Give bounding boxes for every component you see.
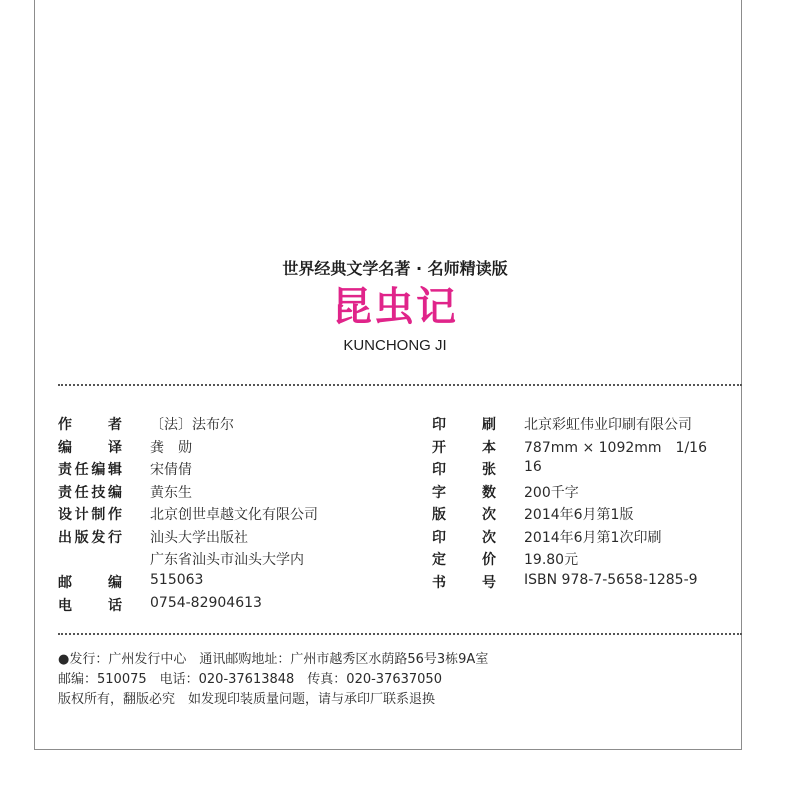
value-price: 19.80元 (524, 552, 579, 568)
value-edition: 2014年6月第1版 (524, 507, 634, 523)
value-format: 787mm × 1092mm 1/16 (524, 440, 707, 456)
value-tech-editor: 黄东生 (150, 485, 192, 501)
label-postcode: 邮 编 (58, 575, 122, 591)
footer-copyright: 版权所有，翻版必究 如发现印装质量问题，请与承印厂联系退换 (58, 692, 436, 707)
label-isbn: 书 号 (432, 575, 496, 591)
label-printer: 印 刷 (432, 417, 496, 433)
dotted-divider-top (58, 384, 742, 386)
value-sheets: 16 (524, 459, 542, 475)
page-frame (34, 0, 742, 750)
label-translator: 编 译 (58, 440, 122, 456)
label-printing: 印 次 (432, 530, 496, 546)
label-design: 设计制作 (58, 507, 122, 523)
value-editor: 宋倩倩 (150, 462, 192, 478)
value-design: 北京创世卓越文化有限公司 (150, 507, 318, 523)
label-publisher: 出版发行 (58, 530, 122, 546)
label-edition: 版 次 (432, 507, 496, 523)
value-phone: 0754-82904613 (150, 595, 262, 611)
label-sheets: 印 张 (432, 462, 496, 478)
series-title: 世界经典文学名著 · 名师精读版 (282, 259, 508, 278)
label-phone: 电 话 (58, 598, 122, 614)
value-postcode: 515063 (150, 572, 204, 588)
value-printing: 2014年6月第1次印刷 (524, 530, 662, 546)
label-format: 开 本 (432, 440, 496, 456)
label-editor: 责任编辑 (58, 462, 122, 478)
value-publisher: 汕头大学出版社 (150, 530, 248, 546)
footer-contact: 邮编：510075 电话：020-37613848 传真：020-37637050 (58, 672, 442, 687)
value-translator: 龚 勋 (150, 440, 192, 456)
book-title: 昆虫记 (332, 284, 458, 330)
value-isbn: ISBN 978-7-5658-1285-9 (524, 572, 698, 588)
value-author: 〔法〕法布尔 (150, 417, 234, 433)
value-word-count: 200千字 (524, 485, 579, 501)
footer-distribution: ●发行：广州发行中心 通讯邮购地址：广州市越秀区水荫路56号3栋9A室 (58, 652, 489, 667)
label-word-count: 字 数 (432, 485, 496, 501)
value-publisher-address: 广东省汕头市汕头大学内 (150, 552, 304, 568)
dotted-divider-bottom (58, 633, 742, 635)
value-printer: 北京彩虹伟业印刷有限公司 (524, 417, 692, 433)
label-tech-editor: 责任技编 (58, 485, 122, 501)
book-title-pinyin: KUNCHONG JI (343, 337, 447, 354)
label-price: 定 价 (432, 552, 496, 568)
label-author: 作 者 (58, 417, 122, 433)
